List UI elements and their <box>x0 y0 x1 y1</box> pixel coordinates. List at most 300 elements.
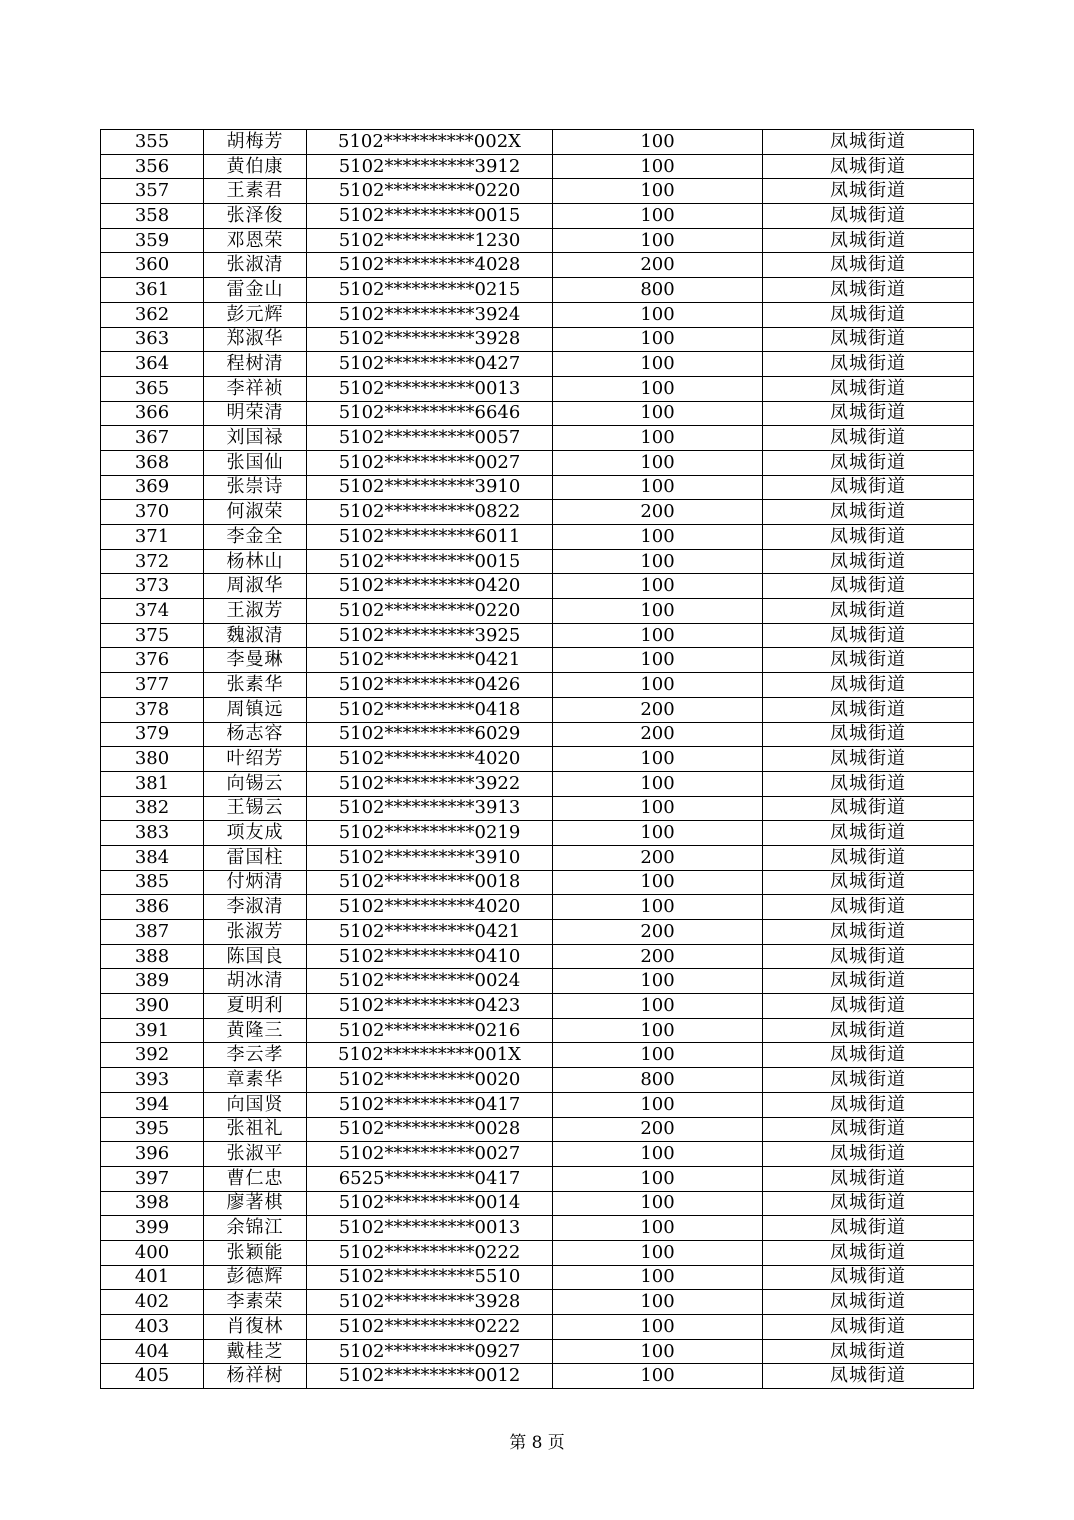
id-number-cell: 5102**********0427 <box>307 352 553 377</box>
street-cell: 凤城街道 <box>763 969 974 994</box>
name-cell: 杨志容 <box>204 722 307 747</box>
name-cell: 向国贤 <box>204 1092 307 1117</box>
street-cell: 凤城街道 <box>763 130 974 155</box>
street-cell: 凤城街道 <box>763 154 974 179</box>
id-number-cell: 5102**********0028 <box>307 1117 553 1142</box>
records-table-body <box>101 130 974 1389</box>
name-cell: 余锦江 <box>204 1216 307 1241</box>
amount-cell: 100 <box>553 796 763 821</box>
table-row <box>101 179 974 204</box>
street-cell: 凤城街道 <box>763 376 974 401</box>
id-number-cell: 5102**********4020 <box>307 895 553 920</box>
name-cell: 张泽俊 <box>204 204 307 229</box>
id-number-cell: 5102**********0219 <box>307 821 553 846</box>
table-row <box>101 204 974 229</box>
row-number-cell: 374 <box>101 599 204 624</box>
name-cell: 彭元辉 <box>204 302 307 327</box>
amount-cell: 100 <box>553 648 763 673</box>
row-number-cell: 385 <box>101 870 204 895</box>
id-number-cell: 5102**********3910 <box>307 475 553 500</box>
street-cell: 凤城街道 <box>763 253 974 278</box>
row-number-cell: 403 <box>101 1315 204 1340</box>
name-cell: 项友成 <box>204 821 307 846</box>
name-cell: 肖復林 <box>204 1315 307 1340</box>
street-cell: 凤城街道 <box>763 722 974 747</box>
amount-cell: 200 <box>553 920 763 945</box>
id-number-cell: 5102**********0220 <box>307 179 553 204</box>
name-cell: 王锡云 <box>204 796 307 821</box>
table-row <box>101 450 974 475</box>
row-number-cell: 404 <box>101 1339 204 1364</box>
street-cell: 凤城街道 <box>763 1364 974 1389</box>
amount-cell: 100 <box>553 969 763 994</box>
table-row <box>101 1339 974 1364</box>
id-number-cell: 5102**********0013 <box>307 376 553 401</box>
row-number-cell: 382 <box>101 796 204 821</box>
row-number-cell: 367 <box>101 426 204 451</box>
name-cell: 明荣清 <box>204 401 307 426</box>
table-row <box>101 278 974 303</box>
row-number-cell: 363 <box>101 327 204 352</box>
street-cell: 凤城街道 <box>763 327 974 352</box>
street-cell: 凤城街道 <box>763 1240 974 1265</box>
amount-cell: 200 <box>553 253 763 278</box>
row-number-cell: 378 <box>101 697 204 722</box>
street-cell: 凤城街道 <box>763 944 974 969</box>
row-number-cell: 392 <box>101 1043 204 1068</box>
row-number-cell: 398 <box>101 1191 204 1216</box>
amount-cell: 100 <box>553 1339 763 1364</box>
row-number-cell: 402 <box>101 1290 204 1315</box>
name-cell: 何淑荣 <box>204 500 307 525</box>
table-row <box>101 1265 974 1290</box>
amount-cell: 100 <box>553 1166 763 1191</box>
street-cell: 凤城街道 <box>763 1068 974 1093</box>
table-row <box>101 920 974 945</box>
amount-cell: 100 <box>553 599 763 624</box>
row-number-cell: 371 <box>101 525 204 550</box>
id-number-cell: 5102**********0822 <box>307 500 553 525</box>
amount-cell: 100 <box>553 771 763 796</box>
id-number-cell: 5102**********4020 <box>307 747 553 772</box>
records-table <box>100 129 974 1389</box>
row-number-cell: 386 <box>101 895 204 920</box>
name-cell: 周镇远 <box>204 697 307 722</box>
row-number-cell: 388 <box>101 944 204 969</box>
table-row <box>101 771 974 796</box>
name-cell: 黄伯康 <box>204 154 307 179</box>
table-row <box>101 821 974 846</box>
id-number-cell: 5102**********6029 <box>307 722 553 747</box>
row-number-cell: 395 <box>101 1117 204 1142</box>
id-number-cell: 5102**********0012 <box>307 1364 553 1389</box>
amount-cell: 100 <box>553 574 763 599</box>
table-row <box>101 599 974 624</box>
id-number-cell: 5102**********0421 <box>307 648 553 673</box>
row-number-cell: 368 <box>101 450 204 475</box>
amount-cell: 100 <box>553 352 763 377</box>
table-row <box>101 1240 974 1265</box>
amount-cell: 100 <box>553 302 763 327</box>
amount-cell: 100 <box>553 376 763 401</box>
street-cell: 凤城街道 <box>763 870 974 895</box>
row-number-cell: 397 <box>101 1166 204 1191</box>
amount-cell: 100 <box>553 747 763 772</box>
street-cell: 凤城街道 <box>763 1216 974 1241</box>
id-number-cell: 6525**********0417 <box>307 1166 553 1191</box>
amount-cell: 100 <box>553 549 763 574</box>
row-number-cell: 366 <box>101 401 204 426</box>
row-number-cell: 360 <box>101 253 204 278</box>
amount-cell: 800 <box>553 278 763 303</box>
row-number-cell: 355 <box>101 130 204 155</box>
table-row <box>101 352 974 377</box>
table-row <box>101 154 974 179</box>
row-number-cell: 358 <box>101 204 204 229</box>
amount-cell: 100 <box>553 327 763 352</box>
amount-cell: 100 <box>553 1142 763 1167</box>
street-cell: 凤城街道 <box>763 278 974 303</box>
name-cell: 王淑芳 <box>204 599 307 624</box>
name-cell: 付炳清 <box>204 870 307 895</box>
table-row <box>101 673 974 698</box>
row-number-cell: 361 <box>101 278 204 303</box>
row-number-cell: 377 <box>101 673 204 698</box>
id-number-cell: 5102**********0417 <box>307 1092 553 1117</box>
row-number-cell: 362 <box>101 302 204 327</box>
table-row <box>101 1142 974 1167</box>
table-row <box>101 500 974 525</box>
amount-cell: 100 <box>553 525 763 550</box>
table-row <box>101 969 974 994</box>
row-number-cell: 379 <box>101 722 204 747</box>
amount-cell: 100 <box>553 623 763 648</box>
table-row <box>101 870 974 895</box>
amount-cell: 100 <box>553 426 763 451</box>
row-number-cell: 383 <box>101 821 204 846</box>
id-number-cell: 5102**********3912 <box>307 154 553 179</box>
id-number-cell: 5102**********0426 <box>307 673 553 698</box>
amount-cell: 200 <box>553 944 763 969</box>
street-cell: 凤城街道 <box>763 994 974 1019</box>
name-cell: 张崇诗 <box>204 475 307 500</box>
street-cell: 凤城街道 <box>763 179 974 204</box>
name-cell: 李淑清 <box>204 895 307 920</box>
street-cell: 凤城街道 <box>763 821 974 846</box>
table-row <box>101 1216 974 1241</box>
street-cell: 凤城街道 <box>763 1339 974 1364</box>
street-cell: 凤城街道 <box>763 500 974 525</box>
table-row <box>101 1117 974 1142</box>
amount-cell: 100 <box>553 821 763 846</box>
table-row <box>101 426 974 451</box>
street-cell: 凤城街道 <box>763 228 974 253</box>
id-number-cell: 5102**********6011 <box>307 525 553 550</box>
name-cell: 周淑华 <box>204 574 307 599</box>
id-number-cell: 5102**********0215 <box>307 278 553 303</box>
id-number-cell: 5102**********0015 <box>307 549 553 574</box>
street-cell: 凤城街道 <box>763 574 974 599</box>
amount-cell: 100 <box>553 1290 763 1315</box>
street-cell: 凤城街道 <box>763 1043 974 1068</box>
id-number-cell: 5102**********3910 <box>307 845 553 870</box>
row-number-cell: 384 <box>101 845 204 870</box>
page-number: 第 8 页 <box>509 1433 565 1453</box>
table-row <box>101 944 974 969</box>
id-number-cell: 5102**********0014 <box>307 1191 553 1216</box>
id-number-cell: 5102**********1230 <box>307 228 553 253</box>
row-number-cell: 405 <box>101 1364 204 1389</box>
row-number-cell: 375 <box>101 623 204 648</box>
amount-cell: 100 <box>553 1315 763 1340</box>
name-cell: 李曼琳 <box>204 648 307 673</box>
table-row <box>101 253 974 278</box>
name-cell: 张淑清 <box>204 253 307 278</box>
name-cell: 魏淑清 <box>204 623 307 648</box>
name-cell: 刘国禄 <box>204 426 307 451</box>
street-cell: 凤城街道 <box>763 204 974 229</box>
id-number-cell: 5102**********0057 <box>307 426 553 451</box>
amount-cell: 100 <box>553 401 763 426</box>
amount-cell: 100 <box>553 154 763 179</box>
amount-cell: 100 <box>553 994 763 1019</box>
row-number-cell: 359 <box>101 228 204 253</box>
table-row <box>101 327 974 352</box>
row-number-cell: 399 <box>101 1216 204 1241</box>
name-cell: 张素华 <box>204 673 307 698</box>
row-number-cell: 364 <box>101 352 204 377</box>
id-number-cell: 5102**********002X <box>307 130 553 155</box>
id-number-cell: 5102**********3925 <box>307 623 553 648</box>
name-cell: 黄隆三 <box>204 1018 307 1043</box>
amount-cell: 100 <box>553 450 763 475</box>
name-cell: 郑淑华 <box>204 327 307 352</box>
table-row <box>101 845 974 870</box>
amount-cell: 100 <box>553 1043 763 1068</box>
name-cell: 王素君 <box>204 179 307 204</box>
street-cell: 凤城街道 <box>763 648 974 673</box>
amount-cell: 100 <box>553 204 763 229</box>
id-number-cell: 5102**********0020 <box>307 1068 553 1093</box>
name-cell: 雷金山 <box>204 278 307 303</box>
table-row <box>101 376 974 401</box>
row-number-cell: 387 <box>101 920 204 945</box>
amount-cell: 100 <box>553 1364 763 1389</box>
name-cell: 彭德辉 <box>204 1265 307 1290</box>
table-row <box>101 525 974 550</box>
amount-cell: 100 <box>553 1216 763 1241</box>
row-number-cell: 372 <box>101 549 204 574</box>
row-number-cell: 396 <box>101 1142 204 1167</box>
street-cell: 凤城街道 <box>763 1166 974 1191</box>
street-cell: 凤城街道 <box>763 525 974 550</box>
amount-cell: 100 <box>553 1018 763 1043</box>
table-row <box>101 401 974 426</box>
amount-cell: 100 <box>553 870 763 895</box>
street-cell: 凤城街道 <box>763 747 974 772</box>
amount-cell: 100 <box>553 1265 763 1290</box>
id-number-cell: 5102**********0024 <box>307 969 553 994</box>
row-number-cell: 357 <box>101 179 204 204</box>
row-number-cell: 373 <box>101 574 204 599</box>
table-row <box>101 697 974 722</box>
street-cell: 凤城街道 <box>763 401 974 426</box>
name-cell: 向锡云 <box>204 771 307 796</box>
table-row <box>101 1290 974 1315</box>
name-cell: 杨祥树 <box>204 1364 307 1389</box>
amount-cell: 100 <box>553 1092 763 1117</box>
id-number-cell: 5102**********3924 <box>307 302 553 327</box>
street-cell: 凤城街道 <box>763 895 974 920</box>
amount-cell: 100 <box>553 475 763 500</box>
table-row <box>101 796 974 821</box>
id-number-cell: 5102**********0423 <box>307 994 553 1019</box>
name-cell: 杨林山 <box>204 549 307 574</box>
id-number-cell: 5102**********0216 <box>307 1018 553 1043</box>
street-cell: 凤城街道 <box>763 302 974 327</box>
name-cell: 张淑平 <box>204 1142 307 1167</box>
street-cell: 凤城街道 <box>763 920 974 945</box>
amount-cell: 100 <box>553 179 763 204</box>
amount-cell: 800 <box>553 1068 763 1093</box>
row-number-cell: 401 <box>101 1265 204 1290</box>
row-number-cell: 390 <box>101 994 204 1019</box>
table-row <box>101 1166 974 1191</box>
id-number-cell: 5102**********0018 <box>307 870 553 895</box>
id-number-cell: 5102**********0220 <box>307 599 553 624</box>
amount-cell: 200 <box>553 722 763 747</box>
amount-cell: 200 <box>553 697 763 722</box>
id-number-cell: 5102**********3928 <box>307 327 553 352</box>
street-cell: 凤城街道 <box>763 1142 974 1167</box>
row-number-cell: 356 <box>101 154 204 179</box>
id-number-cell: 5102**********0222 <box>307 1240 553 1265</box>
row-number-cell: 391 <box>101 1018 204 1043</box>
table-row <box>101 302 974 327</box>
table-row <box>101 994 974 1019</box>
name-cell: 张国仙 <box>204 450 307 475</box>
table-row <box>101 1018 974 1043</box>
street-cell: 凤城街道 <box>763 426 974 451</box>
amount-cell: 200 <box>553 1117 763 1142</box>
row-number-cell: 394 <box>101 1092 204 1117</box>
street-cell: 凤城街道 <box>763 1018 974 1043</box>
table-row <box>101 1092 974 1117</box>
table-row <box>101 1043 974 1068</box>
street-cell: 凤城街道 <box>763 1092 974 1117</box>
table-row <box>101 475 974 500</box>
id-number-cell: 5102**********0418 <box>307 697 553 722</box>
street-cell: 凤城街道 <box>763 1315 974 1340</box>
amount-cell: 200 <box>553 500 763 525</box>
street-cell: 凤城街道 <box>763 1290 974 1315</box>
id-number-cell: 5102**********0015 <box>307 204 553 229</box>
row-number-cell: 380 <box>101 747 204 772</box>
street-cell: 凤城街道 <box>763 352 974 377</box>
amount-cell: 100 <box>553 1240 763 1265</box>
table-row <box>101 623 974 648</box>
table-row <box>101 747 974 772</box>
amount-cell: 100 <box>553 895 763 920</box>
table-row <box>101 1191 974 1216</box>
name-cell: 叶绍芳 <box>204 747 307 772</box>
row-number-cell: 400 <box>101 1240 204 1265</box>
street-cell: 凤城街道 <box>763 475 974 500</box>
street-cell: 凤城街道 <box>763 796 974 821</box>
id-number-cell: 5102**********0420 <box>307 574 553 599</box>
name-cell: 曹仁忠 <box>204 1166 307 1191</box>
table-row <box>101 722 974 747</box>
amount-cell: 100 <box>553 228 763 253</box>
street-cell: 凤城街道 <box>763 1265 974 1290</box>
table-row <box>101 648 974 673</box>
table-row <box>101 895 974 920</box>
row-number-cell: 376 <box>101 648 204 673</box>
table-row <box>101 549 974 574</box>
amount-cell: 100 <box>553 673 763 698</box>
id-number-cell: 5102**********001X <box>307 1043 553 1068</box>
amount-cell: 100 <box>553 1191 763 1216</box>
table-row <box>101 1068 974 1093</box>
table-row <box>101 1364 974 1389</box>
id-number-cell: 5102**********0013 <box>307 1216 553 1241</box>
row-number-cell: 381 <box>101 771 204 796</box>
name-cell: 夏明利 <box>204 994 307 1019</box>
id-number-cell: 5102**********3922 <box>307 771 553 796</box>
id-number-cell: 5102**********4028 <box>307 253 553 278</box>
street-cell: 凤城街道 <box>763 549 974 574</box>
name-cell: 张祖礼 <box>204 1117 307 1142</box>
name-cell: 戴桂芝 <box>204 1339 307 1364</box>
name-cell: 张颖能 <box>204 1240 307 1265</box>
id-number-cell: 5102**********0222 <box>307 1315 553 1340</box>
id-number-cell: 5102**********3928 <box>307 1290 553 1315</box>
id-number-cell: 5102**********0027 <box>307 1142 553 1167</box>
table-row <box>101 228 974 253</box>
id-number-cell: 5102**********6646 <box>307 401 553 426</box>
id-number-cell: 5102**********0027 <box>307 450 553 475</box>
id-number-cell: 5102**********0927 <box>307 1339 553 1364</box>
amount-cell: 200 <box>553 845 763 870</box>
name-cell: 陈国良 <box>204 944 307 969</box>
name-cell: 胡梅芳 <box>204 130 307 155</box>
name-cell: 张淑芳 <box>204 920 307 945</box>
name-cell: 李云孝 <box>204 1043 307 1068</box>
name-cell: 李金全 <box>204 525 307 550</box>
street-cell: 凤城街道 <box>763 450 974 475</box>
street-cell: 凤城街道 <box>763 1117 974 1142</box>
street-cell: 凤城街道 <box>763 845 974 870</box>
name-cell: 章素华 <box>204 1068 307 1093</box>
row-number-cell: 393 <box>101 1068 204 1093</box>
street-cell: 凤城街道 <box>763 771 974 796</box>
table-row <box>101 574 974 599</box>
name-cell: 李祥祯 <box>204 376 307 401</box>
row-number-cell: 370 <box>101 500 204 525</box>
table-row <box>101 130 974 155</box>
street-cell: 凤城街道 <box>763 673 974 698</box>
name-cell: 胡冰清 <box>204 969 307 994</box>
name-cell: 邓恩荣 <box>204 228 307 253</box>
table-row <box>101 1315 974 1340</box>
name-cell: 雷国柱 <box>204 845 307 870</box>
row-number-cell: 389 <box>101 969 204 994</box>
id-number-cell: 5102**********0421 <box>307 920 553 945</box>
street-cell: 凤城街道 <box>763 599 974 624</box>
row-number-cell: 369 <box>101 475 204 500</box>
row-number-cell: 365 <box>101 376 204 401</box>
id-number-cell: 5102**********3913 <box>307 796 553 821</box>
